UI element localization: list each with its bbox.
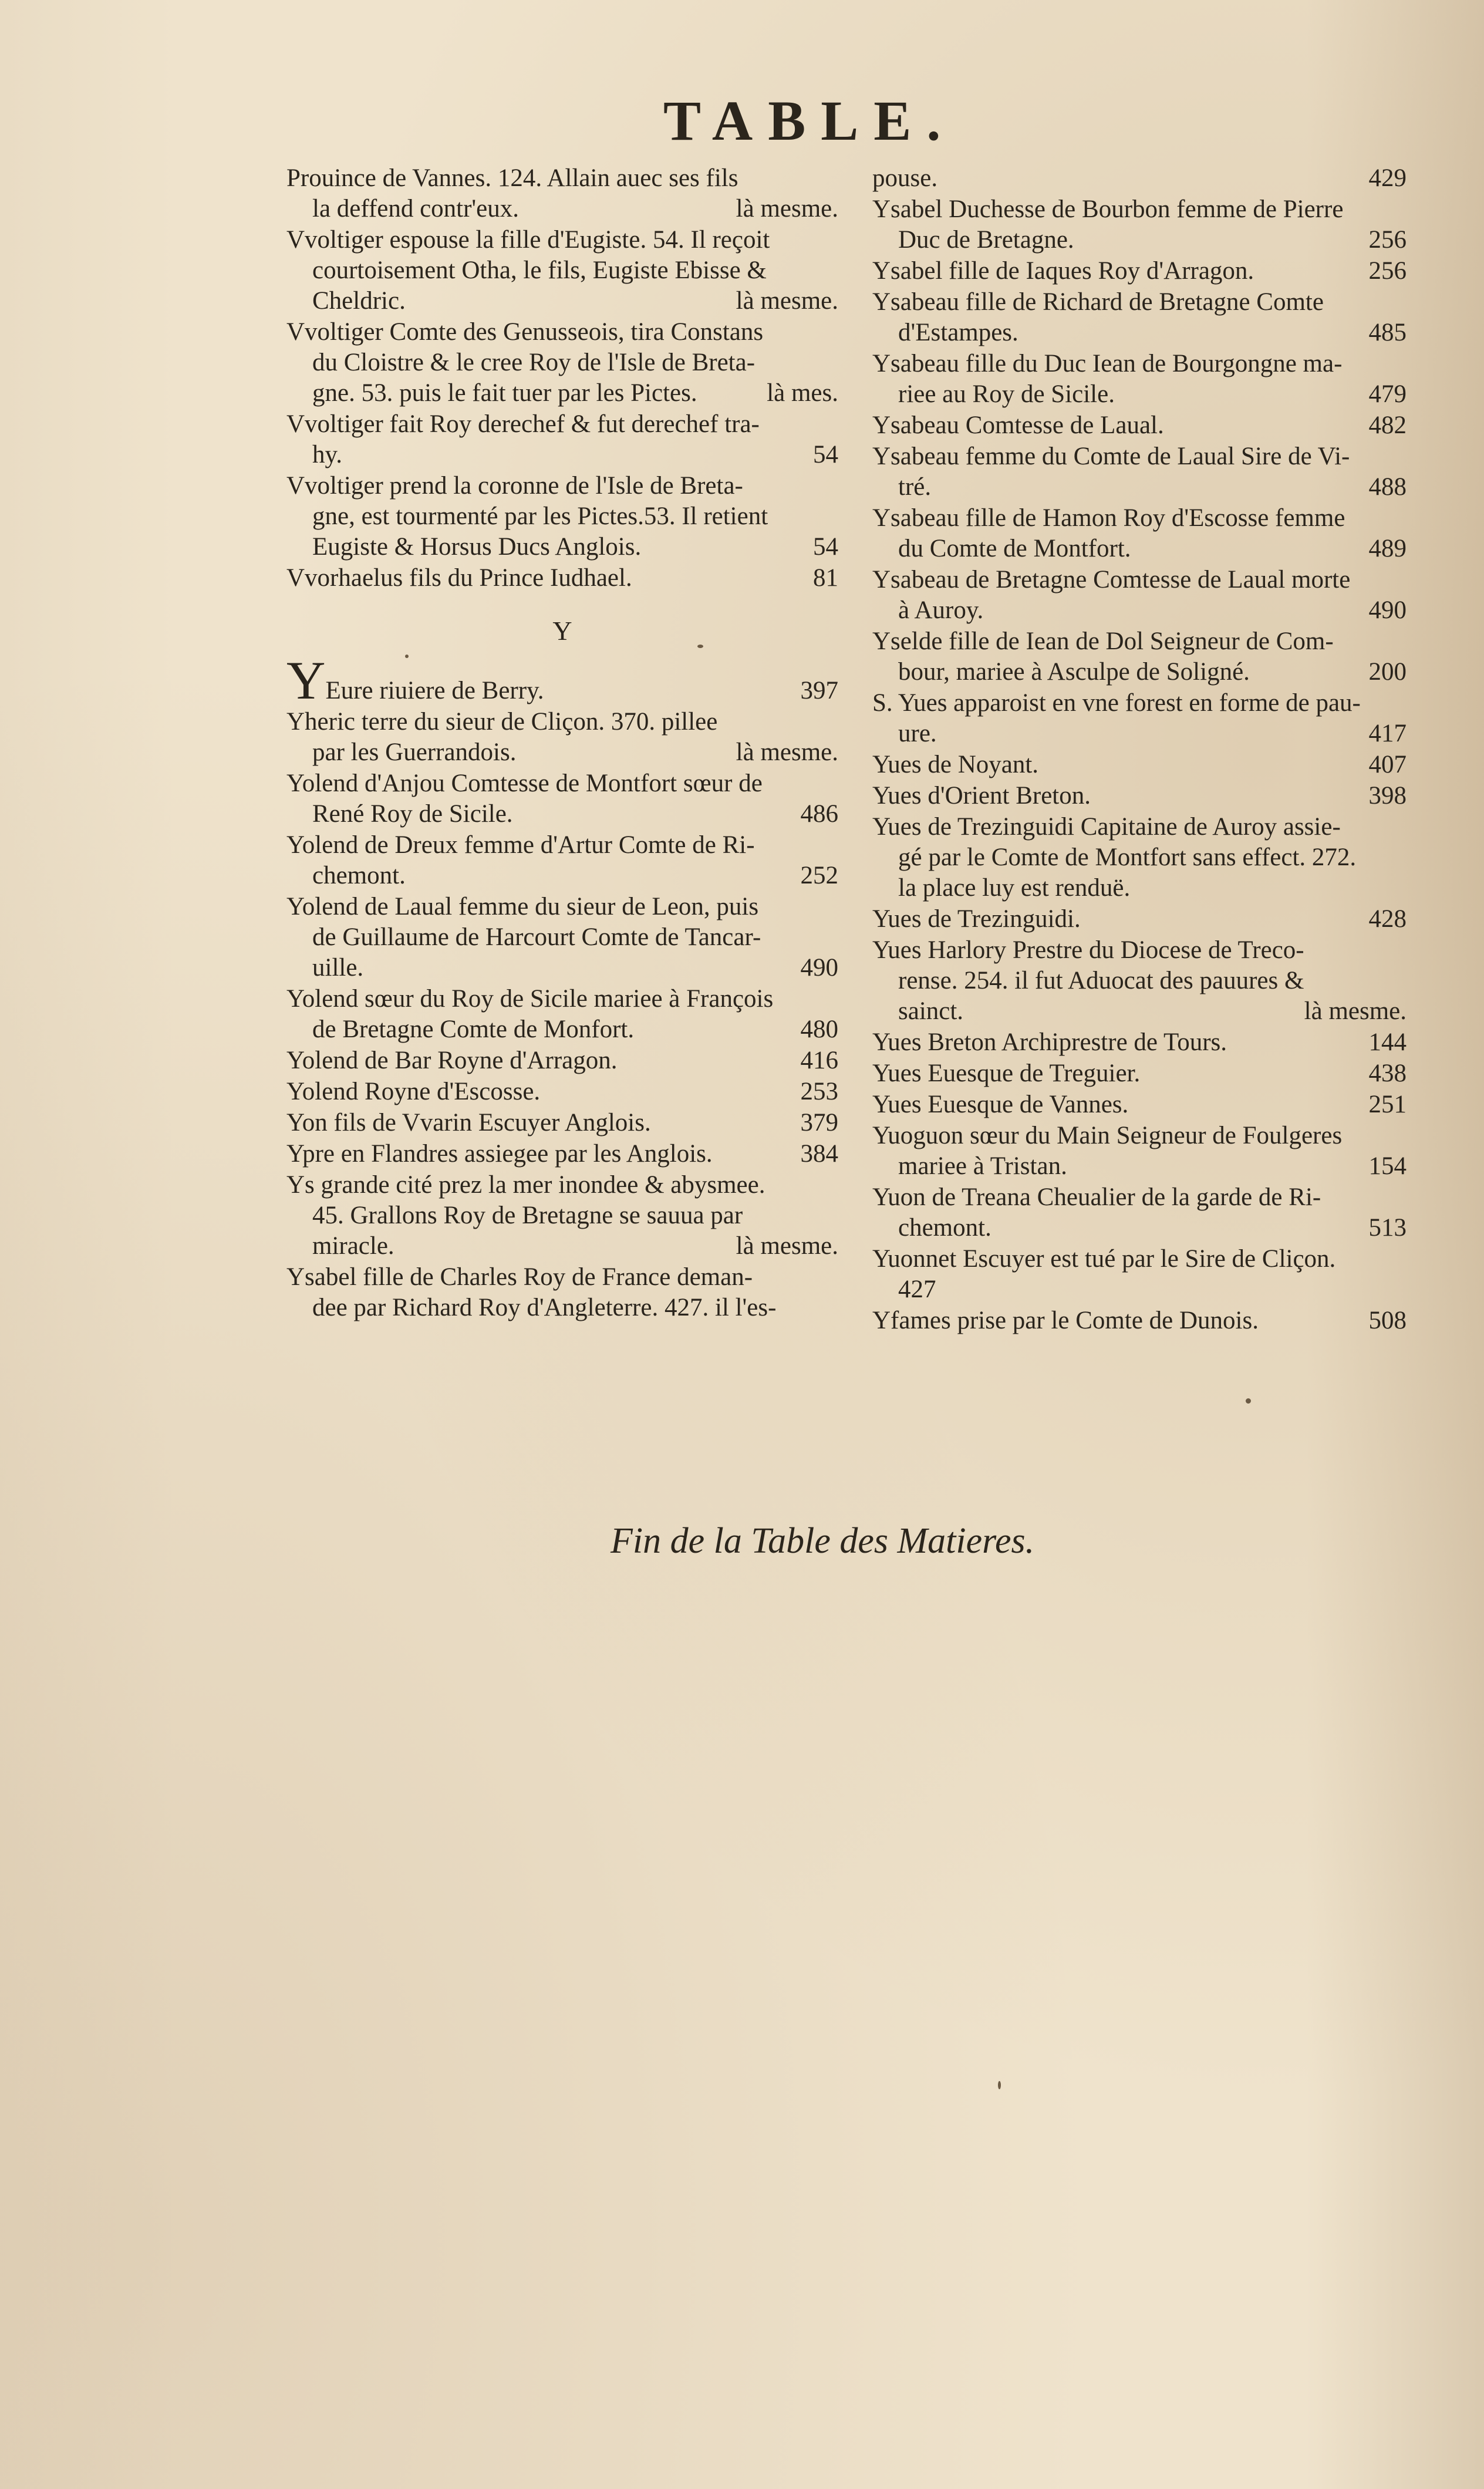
entry-line: Yon fils de Vvarin Escuyer Anglois. (286, 1109, 651, 1136)
entry-page-reference: 482 (1368, 412, 1407, 439)
index-entry (286, 163, 838, 224)
entry-page-reference: 256 (1368, 257, 1407, 285)
entry-line: Cheldric. (312, 287, 406, 315)
index-entry (286, 409, 838, 470)
entry-page-reference: 488 (1368, 473, 1407, 501)
entry-line: Yolend de Laual femme du sieur de Leon, puis (286, 893, 759, 920)
index-column-right (872, 163, 1407, 1337)
entry-line: Ysabeau fille du Duc Iean de Bourgongne ma- (872, 350, 1343, 377)
entry-line: Yselde fille de Iean de Dol Seigneur de Com- (872, 628, 1334, 655)
index-entry (286, 984, 838, 1045)
ink-speck (405, 655, 409, 658)
index-entry (872, 1090, 1407, 1120)
index-entry (286, 563, 838, 593)
index-entry (286, 1262, 838, 1323)
index-entry (286, 471, 838, 562)
entry-line: Ysabeau fille de Hamon Roy d'Escosse femme (872, 504, 1345, 532)
entry-line: Ysabeau Comtesse de Laual. (872, 412, 1164, 439)
entry-line: Yues de Trezinguidi. (872, 905, 1081, 933)
entry-line: Yues Breton Archiprestre de Tours. (872, 1028, 1227, 1056)
entry-line: Yues Euesque de Treguier. (872, 1060, 1141, 1087)
entry-page-reference: là mesme. (736, 738, 838, 766)
index-entry (872, 194, 1407, 255)
entry-line: Prouince de Vannes. 124. Allain auec ses fils (286, 164, 738, 192)
index-entry (286, 225, 838, 316)
entry-page-reference: 490 (1368, 596, 1407, 624)
entry-page-reference: 428 (1368, 905, 1407, 933)
entry-page-reference: 384 (800, 1140, 838, 1168)
entry-line: du Cloistre & le cree Roy de l'Isle de Breta- (312, 349, 756, 376)
index-entry (872, 781, 1407, 811)
entry-page-reference: 154 (1368, 1152, 1407, 1180)
entry-line: dee par Richard Roy d'Angleterre. 427. il l'es- (312, 1294, 777, 1321)
index-column-left (286, 163, 838, 1324)
index-entry (872, 626, 1407, 687)
ink-speck (1246, 1398, 1251, 1404)
entries-y-section (286, 650, 838, 1323)
entry-line: Yues de Noyant. (872, 751, 1039, 778)
entry-page-reference: 417 (1368, 720, 1407, 747)
entry-page-reference: 508 (1368, 1307, 1407, 1334)
entry-page-reference: là mesme. (1304, 997, 1407, 1025)
entry-page-reference: 81 (813, 564, 838, 592)
entry-page-reference: 379 (800, 1109, 838, 1136)
entry-page-reference: 485 (1368, 319, 1407, 346)
index-entry (872, 1306, 1407, 1336)
index-entry (286, 1139, 838, 1169)
entry-line: du Comte de Montfort. (898, 535, 1131, 562)
entry-line: 45. Grallons Roy de Bretagne se sauua par (312, 1202, 743, 1229)
entry-line: rense. 254. il fut Aduocat des pauures & (898, 967, 1304, 994)
page-title: TABLE. (663, 89, 956, 152)
entry-page-reference: 252 (800, 862, 838, 889)
entry-line: ure. (898, 720, 937, 747)
entry-line: Yuon de Treana Cheualier de la garde de Ri- (872, 1183, 1321, 1211)
entries-v-section (286, 163, 838, 593)
entry-line: Yues de Trezinguidi Capitaine de Auroy assie- (872, 813, 1341, 841)
entry-line: uille. (312, 954, 364, 982)
entry-line: Vvoltiger prend la coronne de l'Isle de Breta- (286, 472, 743, 500)
entry-line: Yues Euesque de Vannes. (872, 1091, 1129, 1118)
ink-speck (998, 2081, 1001, 2089)
index-entry (286, 650, 838, 710)
entry-line: Yheric terre du sieur de Cliçon. 370. pillee (286, 708, 718, 736)
entry-line: Ypre en Flandres assiegee par les Anglois. (286, 1140, 713, 1168)
entry-line: courtoisement Otha, le fils, Eugiste Ebisse & (312, 257, 767, 284)
index-entry (872, 750, 1407, 780)
index-entry (872, 904, 1407, 935)
entry-page-reference: 397 (800, 677, 838, 704)
entry-line: Yfames prise par le Comte de Dunois. (872, 1307, 1259, 1334)
entry-page-reference: 489 (1368, 535, 1407, 562)
entry-line: pouse. (872, 164, 938, 192)
entry-line: à Auroy. (898, 596, 984, 624)
ink-speck (697, 645, 703, 648)
index-entry (872, 1027, 1407, 1058)
entry-page-reference: 54 (813, 533, 838, 561)
index-entry (286, 1170, 838, 1262)
entry-line: sainct. (898, 997, 964, 1025)
index-entry (872, 349, 1407, 410)
entry-page-reference: 144 (1368, 1028, 1407, 1056)
entry-line: d'Estampes. (898, 319, 1018, 346)
entry-line: gne. 53. puis le fait tuer par les Pictes. (312, 379, 697, 407)
entry-page-reference: 479 (1368, 380, 1407, 408)
entry-page-reference: 490 (800, 954, 838, 982)
entry-page-reference: là mesme. (736, 287, 838, 315)
index-entry (872, 503, 1407, 564)
entry-line: Vvoltiger Comte des Genusseois, tira Constans (286, 318, 764, 346)
entry-line: Yuonnet Escuyer est tué par le Sire de Cliçon. (872, 1245, 1336, 1273)
entry-line: Yolend de Bar Royne d'Arragon. (286, 1047, 618, 1074)
entry-page-reference: là mes. (767, 379, 838, 407)
index-entry (872, 1058, 1407, 1089)
entry-line: mariee à Tristan. (898, 1152, 1067, 1180)
entry-line: Yolend Royne d'Escosse. (286, 1078, 541, 1105)
entry-line: hy. (312, 441, 342, 468)
index-entry (872, 410, 1407, 441)
entry-line: Ysabeau fille de Richard de Bretagne Comte (872, 288, 1324, 316)
entry-line: tré. (898, 473, 932, 501)
entry-page-reference: 429 (1368, 164, 1407, 192)
index-entry (286, 1077, 838, 1107)
colophon: Fin de la Table des Matieres. (611, 1521, 1035, 1561)
entry-line: Yues d'Orient Breton. (872, 782, 1091, 810)
entry-line: Duc de Bretagne. (898, 226, 1074, 254)
entry-line: gne, est tourmenté par les Pictes.53. Il retient (312, 502, 768, 530)
entry-line: YEure riuiere de Berry. (286, 650, 544, 710)
entry-line: bour, mariee à Asculpe de Soligné. (898, 658, 1250, 686)
entry-page-reference: 407 (1368, 751, 1407, 778)
index-entry (872, 1121, 1407, 1182)
entry-line: Vvoltiger espouse la fille d'Eugiste. 54. Il reçoit (286, 226, 770, 254)
index-entry (286, 830, 838, 891)
entry-page-reference: 416 (800, 1047, 838, 1074)
entry-page-reference: 398 (1368, 782, 1407, 810)
index-entry (286, 707, 838, 768)
entry-line: la place luy est renduë. (898, 874, 1131, 902)
index-entry (286, 768, 838, 829)
entry-page-reference: 200 (1368, 658, 1407, 686)
entry-line: René Roy de Sicile. (312, 800, 513, 828)
index-entry (872, 935, 1407, 1027)
entry-line: Vvoltiger fait Roy derechef & fut derechef tra- (286, 410, 760, 438)
entry-line: Ysabeau femme du Comte de Laual Sire de Vi- (872, 443, 1350, 470)
entry-line: Ysabel fille de Charles Roy de France deman- (286, 1263, 753, 1291)
index-entry (872, 256, 1407, 286)
entry-page-reference: 251 (1368, 1091, 1407, 1118)
entry-page-reference: 486 (800, 800, 838, 828)
entry-line: la deffend contr'eux. (312, 195, 519, 222)
index-entry (872, 812, 1407, 903)
index-entry (872, 1182, 1407, 1243)
entry-line: de Guillaume de Harcourt Comte de Tancar- (312, 923, 761, 951)
index-entry (872, 163, 1407, 194)
entry-page-reference: là mesme. (736, 195, 838, 222)
entry-page-reference: 253 (800, 1078, 838, 1105)
index-entry (286, 892, 838, 983)
entry-line: Yolend d'Anjou Comtesse de Montfort sœur de (286, 770, 763, 797)
entry-page-reference: 438 (1368, 1060, 1407, 1087)
entry-line: Yolend de Dreux femme d'Artur Comte de Ri- (286, 831, 755, 859)
entry-line: Yues Harlory Prestre du Diocese de Treco- (872, 936, 1304, 964)
index-entry (286, 1108, 838, 1138)
index-entry (286, 317, 838, 409)
entry-page-reference: 480 (800, 1016, 838, 1043)
entry-line: Yuoguon sœur du Main Seigneur de Foulgeres (872, 1122, 1343, 1149)
entry-line: Eugiste & Horsus Ducs Anglois. (312, 533, 642, 561)
entry-line: riee au Roy de Sicile. (898, 380, 1115, 408)
index-entry (872, 441, 1407, 502)
index-entry (286, 1045, 838, 1076)
entry-line: gé par le Comte de Montfort sans effect. 272. (898, 844, 1357, 871)
index-entry (872, 565, 1407, 626)
entry-line: Ys grande cité prez la mer inondee & abysmee. (286, 1171, 765, 1199)
entry-line: 427 (898, 1276, 936, 1303)
entry-page-reference: 513 (1368, 1214, 1407, 1242)
entry-line: de Bretagne Comte de Monfort. (312, 1016, 635, 1043)
entry-line: miracle. (312, 1232, 394, 1260)
index-entry (872, 287, 1407, 348)
entry-line: chemont. (312, 862, 406, 889)
entry-line: par les Guerrandois. (312, 738, 517, 766)
entry-line: S. Yues apparoist en vne forest en forme de pau- (872, 689, 1361, 717)
entry-line: Ysabel Duchesse de Bourbon femme de Pierre (872, 195, 1344, 223)
entry-line: Yolend sœur du Roy de Sicile mariee à François (286, 985, 774, 1013)
entry-page-reference: là mesme. (736, 1232, 838, 1260)
entry-line: chemont. (898, 1214, 991, 1242)
entry-page-reference: 54 (813, 441, 838, 468)
section-letter-heading: Y (552, 616, 572, 646)
entry-line: Ysabel fille de Iaques Roy d'Arragon. (872, 257, 1254, 285)
index-entry (872, 688, 1407, 749)
entry-line: Ysabeau de Bretagne Comtesse de Laual morte (872, 566, 1351, 593)
entry-line: Vvorhaelus fils du Prince Iudhael. (286, 564, 632, 592)
index-entry (872, 1244, 1407, 1305)
entry-page-reference: 256 (1368, 226, 1407, 254)
